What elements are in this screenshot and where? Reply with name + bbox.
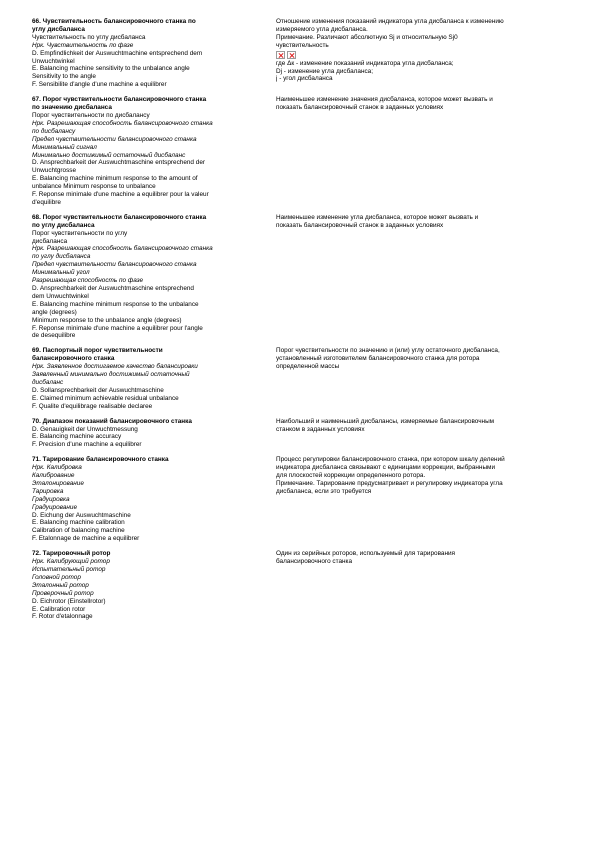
definition-line: измеряемого угла дисбаланса. <box>276 25 368 33</box>
term-column <box>32 214 272 341</box>
term-column <box>32 347 272 410</box>
term-line: d'equilibre <box>32 198 61 206</box>
term-line: unbalance Minimum response to unbalance <box>32 183 156 191</box>
definition-line: Процесс регулировки балансировочного станка, при котором шкалу делений <box>276 456 505 464</box>
term-line: Минимально достижимый остаточный дисбаланс <box>32 151 186 159</box>
broken-image-icon <box>276 51 285 59</box>
term-line: F. Qualite d'equilibrage realisable declaree <box>32 402 153 410</box>
term-line: Испытательный ротор <box>32 566 106 573</box>
term-entry <box>32 18 563 89</box>
definition-line: установленный изготовителем балансировочного станка для ротора <box>276 355 480 363</box>
term-line: Нрк. Разрешающая способность балансировочного станка <box>32 245 213 253</box>
term-line: 69. Паспортный порог чувствительности <box>32 347 163 355</box>
definition-column <box>272 456 562 543</box>
definition-line: где Δк - изменение показаний индикатора угла дисбаланса; <box>276 59 454 67</box>
term-line: Градуирование <box>32 503 77 511</box>
term-line: E. Claimed minimum achievable residual unbalance <box>32 394 179 402</box>
term-line: Unwuchtgrosse <box>32 167 77 175</box>
term-entry <box>32 214 563 341</box>
definition-line: j - угол дисбаланса <box>276 75 333 83</box>
definition-line: Dj - изменение угла дисбаланса; <box>276 67 374 75</box>
term-column <box>32 550 272 621</box>
term-line: Градуировка <box>32 495 70 503</box>
document-page <box>32 18 563 628</box>
term-line: F. Precision d'une machine a equilibrer <box>32 441 142 449</box>
term-line: 71. Тарирование балансировочного станка <box>32 456 169 464</box>
definition-line: Наибольший и наименьший дисбалансы, измеряемые балансировочным <box>276 417 495 425</box>
term-line: Minimum response to the unbalance angle (degrees) <box>32 316 182 324</box>
term-line: Предел чувствительности балансировочного станка <box>32 261 197 269</box>
definition-line: Один из серийных роторов, используемый для тарирования <box>276 550 456 558</box>
term-line: dem Unwuchtwinkel <box>32 292 89 300</box>
definition-column <box>272 18 562 89</box>
term-line: Unwuchtwinkel <box>32 57 75 65</box>
term-line: Нрк. Калибровка <box>32 464 82 472</box>
term-entry <box>32 550 563 621</box>
term-line: D. Eichung der Auswuchtmaschine <box>32 511 131 519</box>
term-line: Порог чувствительности по дисбалансу <box>32 111 150 119</box>
definition-column <box>272 214 562 341</box>
term-line: по значению дисбаланса <box>32 104 112 112</box>
term-line: балансировочного станка <box>32 355 115 363</box>
term-line: E. Balancing machine accuracy <box>32 433 122 441</box>
term-line: 67. Порог чувствительности балансировочного станка <box>32 96 207 104</box>
definition-line: Примечание. Различают абсолютную Sj и относительную Sj0 <box>276 33 458 41</box>
definition-line: Отношение изменения показаний индикатора угла дисбаланса к изменению <box>276 18 504 25</box>
term-entry <box>32 418 563 450</box>
term-line: E. Calibration rotor <box>32 605 86 613</box>
term-line: E. Balancing machine calibration <box>32 519 125 527</box>
definition-line: определенной массы <box>276 363 340 371</box>
term-column <box>32 418 272 450</box>
definition-line: Наименьшее изменение значения дисбаланса, которое может вызвать и <box>276 96 493 104</box>
term-line: Нрк. Разрешающая способность балансировочного станка <box>32 119 213 127</box>
term-line: дисбаланса <box>32 237 68 245</box>
term-line: Предел чувствительности балансировочного станка <box>32 135 197 143</box>
term-line: D. Genauigkeit der Unwuchtmessung <box>32 425 138 433</box>
definition-line: станком в заданных условиях <box>276 425 365 433</box>
definition-column <box>272 550 562 621</box>
term-line: Чувствительность по углу дисбаланса <box>32 33 146 41</box>
term-line: Минимальный угол <box>32 269 90 277</box>
term-line: Sensitivity to the angle <box>32 73 96 81</box>
definition-line: показать балансировочный станок в заданных условиях <box>276 104 444 112</box>
term-line: Разрешающая способность по фазе <box>32 277 144 285</box>
term-line: F. Rotor d'etalonnage <box>32 613 93 621</box>
formula-image-placeholder <box>276 51 562 59</box>
term-column <box>32 18 272 89</box>
term-line: 68. Порог чувствительности балансировочного станка <box>32 213 207 221</box>
term-line: Минимальный сигнал <box>32 143 97 151</box>
term-line: углу дисбаланса <box>32 25 85 33</box>
term-line: по углу дисбаланса <box>32 253 91 261</box>
term-line: F. Reponse minimale d'une machine a equilibrer pour la valeur <box>32 191 209 199</box>
term-entry <box>32 96 563 207</box>
term-line: F. Reponse minimale d'une machine a equilibrer pour l'angle <box>32 324 203 332</box>
term-line: по дисбалансу <box>32 127 76 135</box>
term-line: Нрк. Заявленное достигаемое качество балансировки <box>32 363 198 371</box>
term-line: Эталонный ротор <box>32 581 89 589</box>
term-line: дисбаланс <box>32 378 64 386</box>
term-line: Тарировка <box>32 487 64 495</box>
term-line: E. Balancing machine minimum response to the amount of <box>32 175 198 183</box>
term-line: Нрк. Чувствительность по фазе <box>32 41 134 49</box>
definition-column <box>272 96 562 207</box>
definition-line: Наименьшее изменение угла дисбаланса, которое может вызвать и <box>276 213 479 221</box>
definition-line: Порог чувствительности по значению и (или) углу остаточного дисбаланса, <box>276 347 500 355</box>
term-line: 72. Тарировочный ротор <box>32 550 111 558</box>
term-entry <box>32 347 563 410</box>
term-line: D. Eichrotor (Einstellrotor) <box>32 597 106 605</box>
term-line: E. Balancing machine sensitivity to the unbalance angle <box>32 65 190 73</box>
term-line: Заявленный минимально достижимый остаточный <box>32 371 190 379</box>
term-line: de desequilibre <box>32 332 76 340</box>
term-line: Калибрование <box>32 472 75 480</box>
term-line: D. Empfindlichkeit der Auswuchtmachine entsprechend dem <box>32 49 203 57</box>
definition-line: балансировочного станка <box>276 558 353 566</box>
definition-line: дисбаланса, если это требуется <box>276 487 372 495</box>
broken-image-icon <box>287 51 296 59</box>
term-line: F. Sensibilite d'angle d'une machine a equilibrer <box>32 81 167 89</box>
definition-line: индикатора дисбаланса связывают с единицами коррекции, выбранными <box>276 464 496 472</box>
term-line: E. Balancing machine minimum response to the unbalance <box>32 300 199 308</box>
term-line: Эталонирование <box>32 479 84 487</box>
term-line: F. Etalonnage de machine a equilibrer <box>32 535 140 543</box>
term-entry <box>32 456 563 543</box>
definition-column <box>272 418 562 450</box>
definition-line: для плоскостей коррекции определенного ротора. <box>276 472 426 480</box>
term-line: Головной ротор <box>32 573 81 581</box>
term-line: D. Ansprechbarkeit der Auswuchtmaschine entsprechend <box>32 285 194 292</box>
term-line: Проверочный ротор <box>32 589 94 597</box>
term-line: 70. Диапазон показаний балансировочного станка <box>32 417 192 425</box>
term-line: Calibration of balancing machine <box>32 527 125 535</box>
term-line: angle (degrees) <box>32 308 77 316</box>
term-column <box>32 96 272 207</box>
term-line: по углу дисбаланса <box>32 221 95 229</box>
term-column <box>32 456 272 543</box>
term-line: D. Sollansprechbarkeit der Auswuchtmaschine <box>32 386 164 394</box>
definition-line: показать балансировочный станок в заданных условиях <box>276 221 444 229</box>
definition-column <box>272 347 562 410</box>
term-line: D. Ansprechbarkeit der Auswuchtmaschine entsprechend der <box>32 159 205 167</box>
term-line: Нрк. Калибрующий ротор <box>32 558 110 566</box>
term-line: 66. Чувствительность балансировочного станка по <box>32 18 196 25</box>
term-line: Порог чувствительности по углу <box>32 229 128 237</box>
definition-line: чувствительность <box>276 41 329 49</box>
definition-line: Примечание. Тарирование предусматривает и регулировку индикатора угла <box>276 479 503 487</box>
